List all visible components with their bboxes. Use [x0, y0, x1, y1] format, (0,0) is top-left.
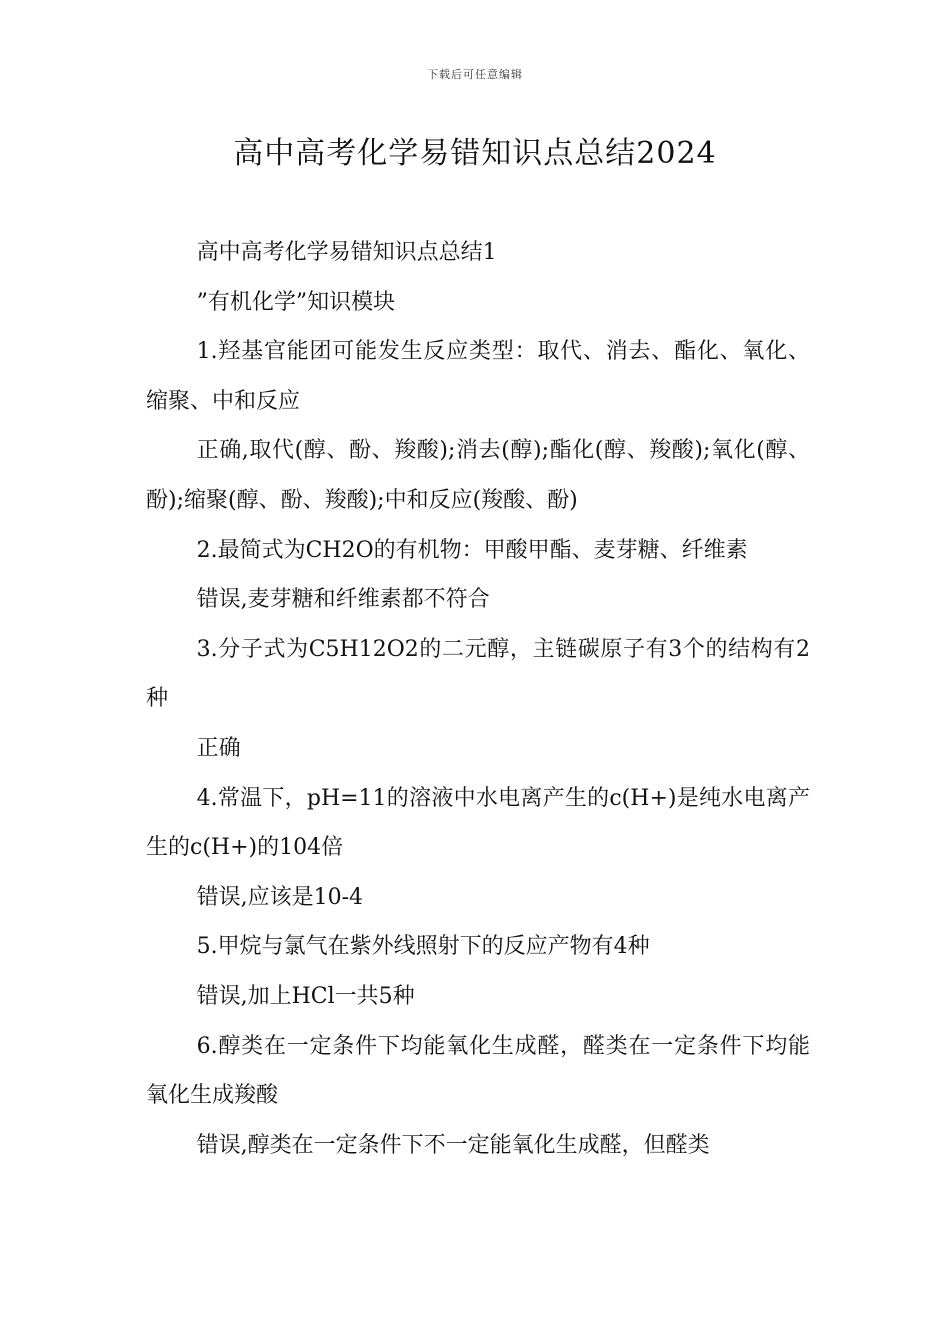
question-3: 3.分子式为C5H12O2的二元醇，主链碳原子有3个的结构有2种: [146, 636, 810, 712]
question-6: 6.醇类在一定条件下均能氧化生成醛，醛类在一定条件下均能氧化生成羧酸: [146, 1033, 810, 1109]
header-note: 下载后可任意编辑: [427, 68, 523, 81]
answer-5: 错误,加上HCl一共5种: [196, 983, 415, 1009]
question-4: 4.常温下，pH=11的溶液中水电离产生的c(H+)是纯水电离产生的c(H+)的104倍: [146, 785, 810, 861]
answer-6: 错误,醇类在一定条件下不一定能氧化生成醛，但醛类: [196, 1132, 710, 1158]
answer-4: 错误,应该是10-4: [196, 884, 364, 910]
module-heading: ”有机化学”知识模块: [196, 289, 396, 315]
question-1: 1.羟基官能团可能发生反应类型：取代、消去、酯化、氧化、缩聚、中和反应: [146, 339, 810, 414]
answer-3: 正确: [196, 735, 241, 761]
document-body: [146, 228, 810, 1170]
answer-2: 错误,麦芽糖和纤维素都不符合: [196, 587, 490, 613]
section-heading: 高中高考化学易错知识点总结1: [196, 240, 497, 265]
question-2: 2.最简式为CH2O的有机物：甲酸甲酯、麦芽糖、纤维素: [196, 537, 748, 563]
question-5: 5.甲烷与氯气在紫外线照射下的反应产物有4种: [196, 934, 650, 960]
answer-1: 正确,取代(醇、酚、羧酸);消去(醇);酯化(醇、羧酸);氧化(醇、酚);缩聚(醇、酚、羧酸);中和反应(羧酸、酚): [146, 438, 810, 513]
document-title: 高中高考化学易错知识点总结2024: [233, 136, 717, 171]
